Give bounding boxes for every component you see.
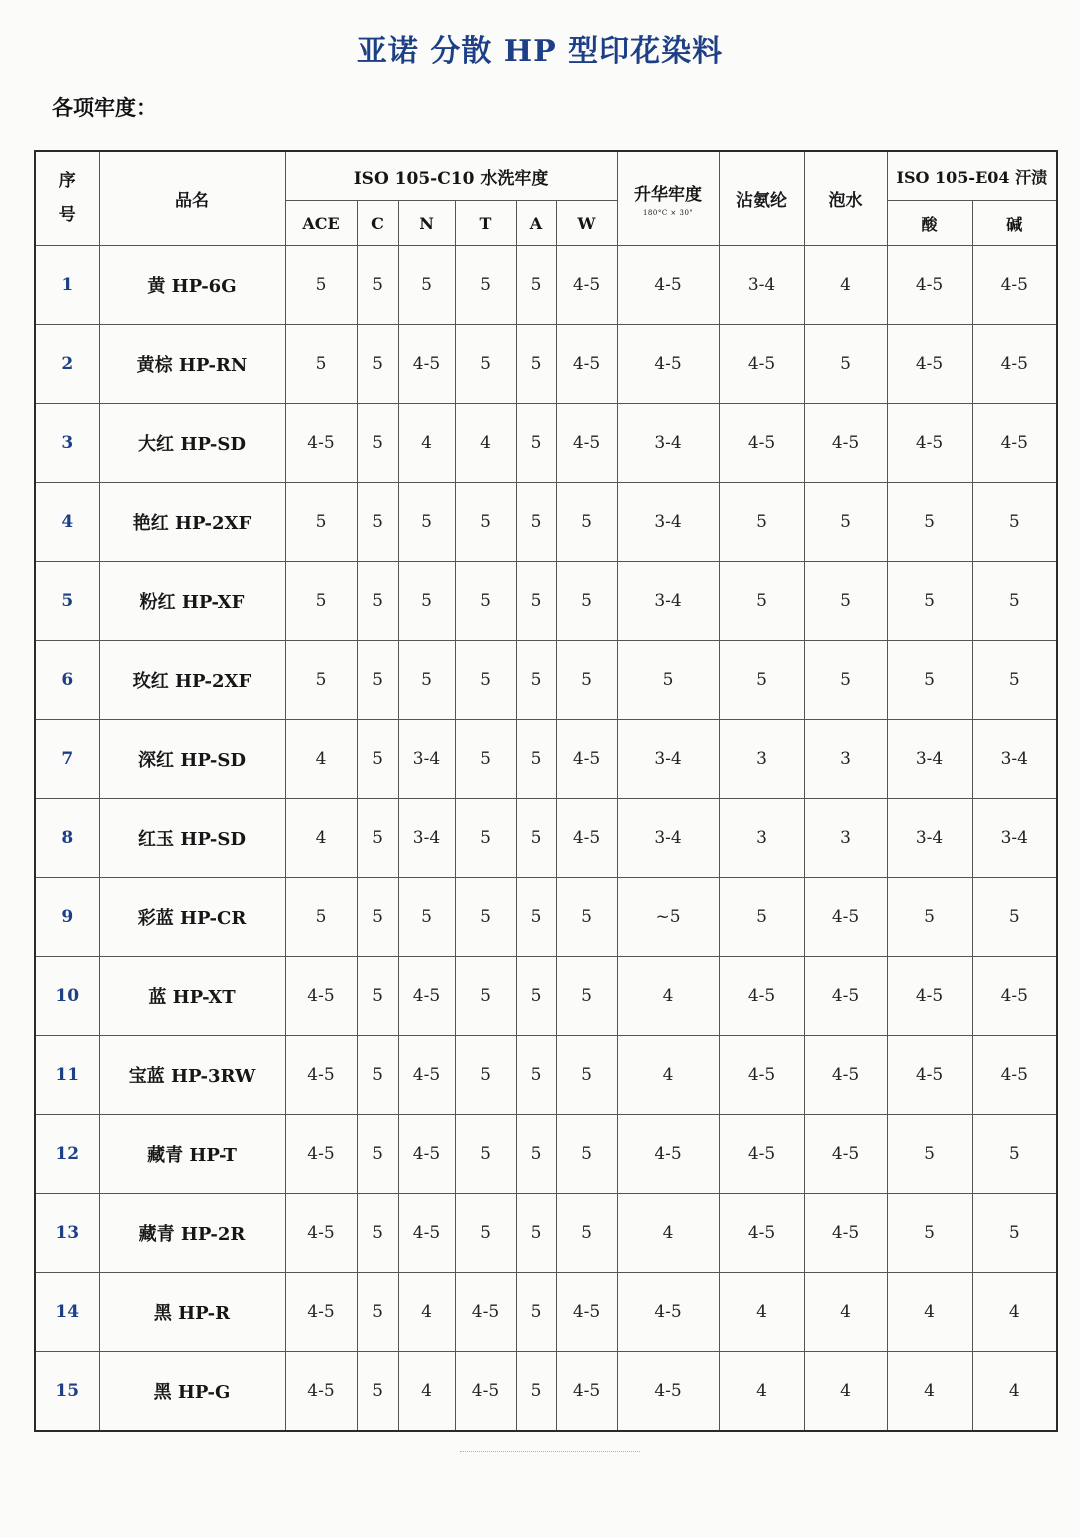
value-cell: 5	[455, 720, 516, 799]
header-seq	[35, 151, 99, 246]
row-number: 1	[35, 246, 99, 325]
value-cell: 4-5	[556, 799, 617, 878]
value-cell: 5	[887, 562, 972, 641]
value-cell: 4-5	[285, 1273, 357, 1352]
table-row	[35, 246, 1057, 325]
value-cell: 4-5	[617, 1115, 719, 1194]
value-cell: 5	[357, 799, 398, 878]
value-cell: 5	[804, 641, 887, 720]
value-cell: 5	[285, 562, 357, 641]
product-name: 宝蓝 HP-3RW	[99, 1036, 285, 1115]
header-sublimation	[617, 151, 719, 246]
value-cell: 5	[556, 1036, 617, 1115]
table-row	[35, 1115, 1057, 1194]
value-cell: 5	[556, 1194, 617, 1273]
row-number: 7	[35, 720, 99, 799]
value-cell: 5	[357, 1352, 398, 1432]
value-cell: 5	[357, 957, 398, 1036]
value-cell: 4	[455, 404, 516, 483]
value-cell: 4-5	[972, 957, 1057, 1036]
value-cell: 4-5	[887, 404, 972, 483]
value-cell: 3	[719, 720, 804, 799]
value-cell: 5	[516, 404, 556, 483]
value-cell: 5	[455, 799, 516, 878]
value-cell: 5	[887, 1115, 972, 1194]
value-cell: 5	[455, 1194, 516, 1273]
row-number: 10	[35, 957, 99, 1036]
value-cell: 5	[398, 246, 455, 325]
value-cell: 3-4	[617, 720, 719, 799]
row-number: 11	[35, 1036, 99, 1115]
product-name: 黑 HP-G	[99, 1352, 285, 1432]
row-number: 12	[35, 1115, 99, 1194]
header-wash-n: N	[398, 201, 455, 246]
table-row	[35, 1036, 1057, 1115]
value-cell: 4-5	[285, 1352, 357, 1432]
value-cell: 4-5	[556, 1273, 617, 1352]
header-name: 品名	[99, 151, 285, 246]
product-name: 玫红 HP-2XF	[99, 641, 285, 720]
value-cell: 5	[516, 483, 556, 562]
value-cell: 4	[617, 1194, 719, 1273]
value-cell: 5	[887, 1194, 972, 1273]
value-cell: 4-5	[617, 1273, 719, 1352]
value-cell: 5	[556, 483, 617, 562]
value-cell: 4-5	[804, 1194, 887, 1273]
value-cell: 5	[285, 641, 357, 720]
value-cell: 5	[285, 246, 357, 325]
header-soak: 泡水	[804, 151, 887, 246]
value-cell: 5	[972, 562, 1057, 641]
value-cell: 4	[719, 1352, 804, 1432]
value-cell: 4-5	[398, 1036, 455, 1115]
value-cell: 4-5	[887, 246, 972, 325]
value-cell: 4-5	[719, 1115, 804, 1194]
value-cell: 5	[455, 641, 516, 720]
value-cell: 4-5	[398, 325, 455, 404]
value-cell: 4	[804, 1352, 887, 1432]
value-cell: 4	[972, 1273, 1057, 1352]
value-cell: 5	[804, 562, 887, 641]
value-cell: 5	[972, 1194, 1057, 1273]
value-cell: 4	[887, 1352, 972, 1432]
value-cell: 5	[972, 483, 1057, 562]
product-name: 蓝 HP-XT	[99, 957, 285, 1036]
value-cell: 5	[516, 1194, 556, 1273]
value-cell: 5	[285, 878, 357, 957]
value-cell: 3-4	[972, 720, 1057, 799]
value-cell: 5	[887, 878, 972, 957]
value-cell: 4-5	[398, 957, 455, 1036]
value-cell: 5	[804, 483, 887, 562]
row-number: 14	[35, 1273, 99, 1352]
section-subtitle: 各项牢度：	[52, 95, 157, 120]
value-cell: 3	[804, 799, 887, 878]
value-cell: 5	[972, 878, 1057, 957]
value-cell: 4-5	[972, 246, 1057, 325]
value-cell: 3-4	[887, 720, 972, 799]
value-cell: 4-5	[556, 246, 617, 325]
value-cell: 3-4	[617, 562, 719, 641]
value-cell: 5	[357, 1273, 398, 1352]
value-cell: 5	[516, 641, 556, 720]
row-number: 6	[35, 641, 99, 720]
value-cell: 5	[357, 1115, 398, 1194]
value-cell: 5	[455, 878, 516, 957]
value-cell: 5	[516, 720, 556, 799]
header-wash-a: A	[516, 201, 556, 246]
value-cell: 4	[398, 1273, 455, 1352]
product-name: 藏青 HP-2R	[99, 1194, 285, 1273]
value-cell: 4-5	[398, 1194, 455, 1273]
value-cell: 5	[357, 404, 398, 483]
value-cell: 4-5	[556, 325, 617, 404]
value-cell: 4	[804, 246, 887, 325]
value-cell: 4	[972, 1352, 1057, 1432]
value-cell: 5	[357, 641, 398, 720]
value-cell: 5	[556, 957, 617, 1036]
value-cell: 4-5	[617, 246, 719, 325]
value-cell: 4-5	[972, 325, 1057, 404]
value-cell: 4	[887, 1273, 972, 1352]
value-cell: 5	[719, 878, 804, 957]
row-number: 3	[35, 404, 99, 483]
value-cell: 5	[516, 878, 556, 957]
value-cell: 4-5	[455, 1352, 516, 1432]
value-cell: 5	[516, 1036, 556, 1115]
row-number: 4	[35, 483, 99, 562]
table-row	[35, 1352, 1057, 1432]
value-cell: 5	[357, 878, 398, 957]
value-cell: 4-5	[972, 404, 1057, 483]
value-cell: 5	[398, 562, 455, 641]
header-seq-label: 序号	[58, 171, 76, 225]
value-cell: 4-5	[455, 1273, 516, 1352]
value-cell: 5	[455, 1115, 516, 1194]
value-cell: 5	[516, 799, 556, 878]
value-cell: 3-4	[617, 799, 719, 878]
value-cell: 4	[285, 720, 357, 799]
value-cell: 4-5	[556, 404, 617, 483]
header-wash-c: C	[357, 201, 398, 246]
value-cell: 4-5	[285, 1194, 357, 1273]
value-cell: 5	[455, 562, 516, 641]
value-cell: 4-5	[804, 404, 887, 483]
value-cell: 5	[556, 641, 617, 720]
value-cell: 4-5	[719, 404, 804, 483]
value-cell: 4-5	[398, 1115, 455, 1194]
value-cell: 5	[516, 957, 556, 1036]
value-cell: 4-5	[972, 1036, 1057, 1115]
value-cell: 4	[398, 404, 455, 483]
table-row	[35, 404, 1057, 483]
value-cell: 4-5	[887, 325, 972, 404]
value-cell: 4	[804, 1273, 887, 1352]
value-cell: 4-5	[285, 1036, 357, 1115]
value-cell: 3-4	[398, 799, 455, 878]
fastness-table	[34, 150, 1058, 1432]
value-cell: 3-4	[972, 799, 1057, 878]
value-cell: 4	[398, 1352, 455, 1432]
value-cell: 5	[398, 483, 455, 562]
product-name: 藏青 HP-T	[99, 1115, 285, 1194]
row-number: 8	[35, 799, 99, 878]
footer-dotted-line	[460, 1445, 640, 1452]
value-cell: 5	[357, 562, 398, 641]
value-cell: 5	[455, 483, 516, 562]
table-row	[35, 483, 1057, 562]
value-cell: 4-5	[804, 1036, 887, 1115]
value-cell: 5	[719, 562, 804, 641]
value-cell: 5	[516, 1352, 556, 1432]
header-wash-fastness: ISO 105-C10 水洗牢度	[285, 151, 617, 201]
value-cell: 5	[357, 246, 398, 325]
table-row	[35, 1194, 1057, 1273]
value-cell: 5	[455, 957, 516, 1036]
header-sweat-fastness: ISO 105-E04 汗渍	[887, 151, 1057, 201]
value-cell: 5	[617, 641, 719, 720]
product-name: 大红 HP-SD	[99, 404, 285, 483]
value-cell: 4-5	[719, 325, 804, 404]
header-wash-w: W	[556, 201, 617, 246]
value-cell: 3-4	[719, 246, 804, 325]
value-cell: 5	[398, 641, 455, 720]
table-row	[35, 562, 1057, 641]
value-cell: 5	[357, 1194, 398, 1273]
table-row	[35, 799, 1057, 878]
value-cell: 5	[972, 641, 1057, 720]
value-cell: 5	[556, 562, 617, 641]
value-cell: 4	[285, 799, 357, 878]
header-wash-ace: ACE	[285, 201, 357, 246]
table-row	[35, 325, 1057, 404]
value-cell: 4-5	[285, 957, 357, 1036]
row-number: 15	[35, 1352, 99, 1432]
value-cell: 4-5	[719, 1036, 804, 1115]
value-cell: 4-5	[285, 404, 357, 483]
value-cell: 4-5	[887, 1036, 972, 1115]
product-name: 红玉 HP-SD	[99, 799, 285, 878]
value-cell: 4-5	[617, 1352, 719, 1432]
value-cell: 4-5	[719, 1194, 804, 1273]
header-wash-t: T	[455, 201, 516, 246]
value-cell: 3-4	[617, 404, 719, 483]
value-cell: 3	[804, 720, 887, 799]
table-row	[35, 641, 1057, 720]
value-cell: 5	[455, 325, 516, 404]
value-cell: 3-4	[887, 799, 972, 878]
row-number: 2	[35, 325, 99, 404]
table-row	[35, 1273, 1057, 1352]
product-name: 深红 HP-SD	[99, 720, 285, 799]
header-sweat-alkali: 碱	[972, 201, 1057, 246]
value-cell: 5	[357, 325, 398, 404]
value-cell: 4-5	[804, 1115, 887, 1194]
value-cell: 5	[357, 720, 398, 799]
table-row	[35, 957, 1057, 1036]
value-cell: 5	[398, 878, 455, 957]
header-spandex-staining: 沾氨纶	[719, 151, 804, 246]
value-cell: 3	[719, 799, 804, 878]
value-cell: 5	[556, 878, 617, 957]
value-cell: 5	[972, 1115, 1057, 1194]
value-cell: 4-5	[617, 325, 719, 404]
product-name: 粉红 HP-XF	[99, 562, 285, 641]
value-cell: 4	[617, 1036, 719, 1115]
value-cell: 5	[804, 325, 887, 404]
header-sublimation-label: 升华牢度	[634, 185, 703, 205]
value-cell: 4	[617, 957, 719, 1036]
value-cell: 5	[887, 641, 972, 720]
value-cell: 5	[357, 483, 398, 562]
value-cell: 5	[516, 562, 556, 641]
value-cell: 5	[887, 483, 972, 562]
value-cell: 4-5	[556, 720, 617, 799]
product-name: 艳红 HP-2XF	[99, 483, 285, 562]
value-cell: 4-5	[887, 957, 972, 1036]
value-cell: 4-5	[804, 957, 887, 1036]
product-name: 黄 HP-6G	[99, 246, 285, 325]
value-cell: 5	[719, 641, 804, 720]
value-cell: 5	[285, 325, 357, 404]
value-cell: 4	[719, 1273, 804, 1352]
value-cell: 3-4	[617, 483, 719, 562]
product-name: 黄棕 HP-RN	[99, 325, 285, 404]
value-cell: 4-5	[556, 1352, 617, 1432]
value-cell: 5	[516, 325, 556, 404]
table-row	[35, 878, 1057, 957]
value-cell: 5	[556, 1115, 617, 1194]
table-row	[35, 720, 1057, 799]
product-name: 黑 HP-R	[99, 1273, 285, 1352]
product-name: 彩蓝 HP-CR	[99, 878, 285, 957]
value-cell: 5	[285, 483, 357, 562]
value-cell: 5	[455, 1036, 516, 1115]
value-cell: ~5	[617, 878, 719, 957]
value-cell: 4-5	[719, 957, 804, 1036]
value-cell: 5	[455, 246, 516, 325]
header-sublimation-note: 180°C × 30"	[642, 209, 694, 217]
value-cell: 5	[516, 1273, 556, 1352]
value-cell: 3-4	[398, 720, 455, 799]
document-title: 亚诺 分散 HP 型印花染料	[356, 34, 724, 69]
row-number: 13	[35, 1194, 99, 1273]
value-cell: 4-5	[804, 878, 887, 957]
row-number: 5	[35, 562, 99, 641]
value-cell: 5	[357, 1036, 398, 1115]
header-sweat-acid: 酸	[887, 201, 972, 246]
value-cell: 5	[516, 1115, 556, 1194]
value-cell: 5	[516, 246, 556, 325]
value-cell: 4-5	[285, 1115, 357, 1194]
value-cell: 5	[719, 483, 804, 562]
row-number: 9	[35, 878, 99, 957]
